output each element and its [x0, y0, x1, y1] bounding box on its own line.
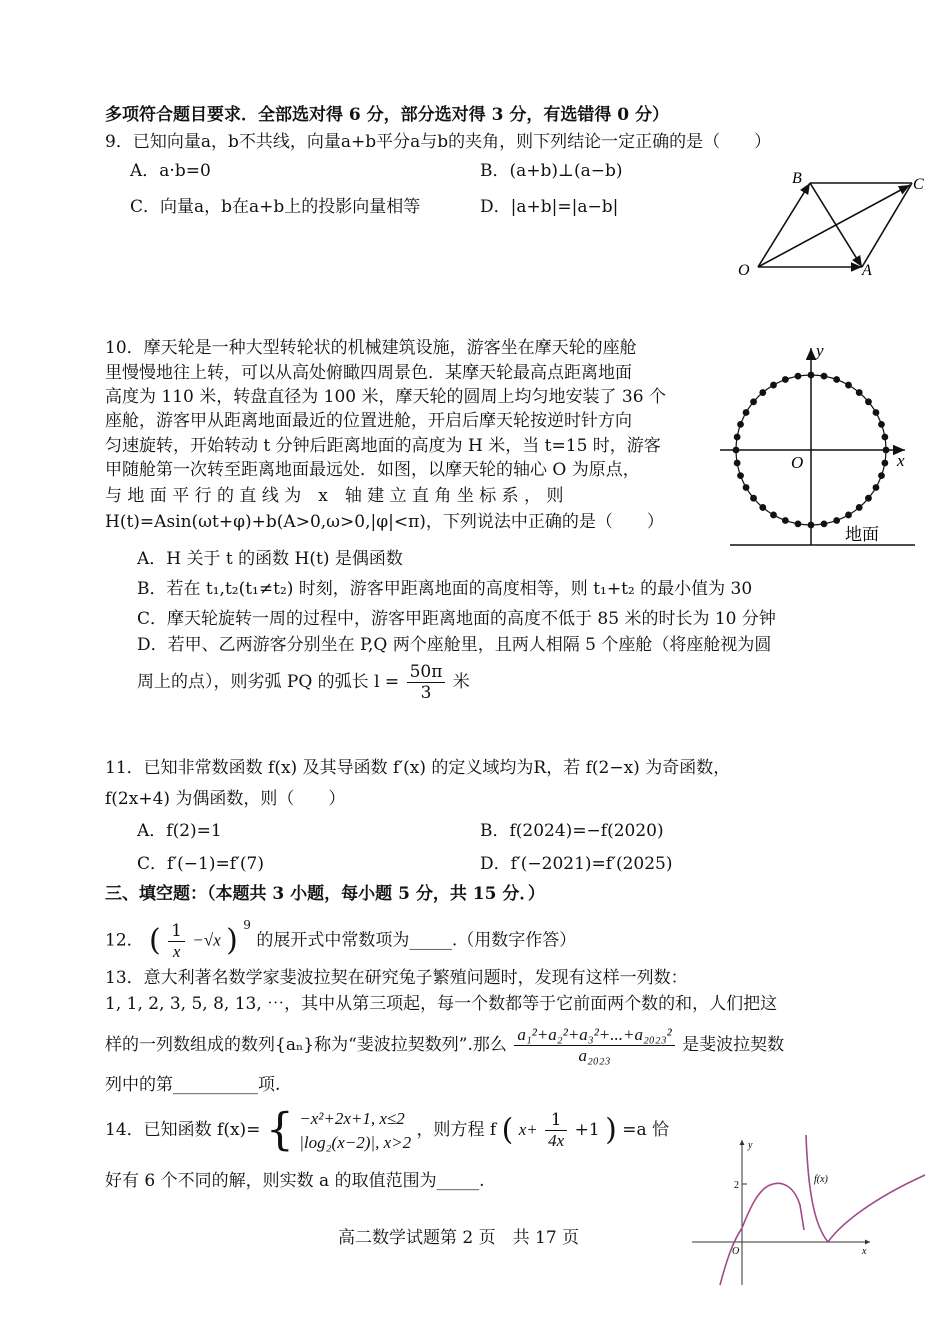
q12-fraction — [168, 921, 185, 962]
cabin-dot — [833, 376, 840, 383]
cabin-dot — [759, 504, 766, 511]
q14-text-pre: 14．已知函数 f(x)= — [105, 1120, 261, 1140]
q14-arg-num: 1 — [545, 1110, 567, 1131]
q11-option-a: A．f(2)=1 — [137, 821, 222, 841]
q13-fraction-den: a₂₀₂₃ — [578, 1046, 611, 1065]
log-branch — [806, 1135, 925, 1242]
q10-unit: 米 — [452, 672, 470, 692]
cabin-dot — [808, 522, 815, 529]
q9-option-a: A．a·b=0 — [130, 161, 211, 181]
cabin-dot — [759, 389, 766, 396]
case-2: |log₂(x−2)|, x>2 — [299, 1132, 412, 1152]
close-paren: ) — [605, 1112, 617, 1148]
q10-option-b: B．若在 t₁,t₂(t₁≠t₂) 时刻，游客甲距离地面的高度相等，则 t₁+t₂ 的最小值为 30 — [137, 579, 753, 599]
q12-exponent: 9 — [243, 918, 251, 932]
cabin-dot — [856, 389, 863, 396]
cabin-dot — [782, 376, 789, 383]
cabin-dot — [878, 421, 885, 428]
q10-option-c: C．摩天轮旋转一周的过程中，游客甲距离地面的高度不低于 85 米的时长为 10 分钟 — [137, 609, 776, 629]
q13-line-3 — [105, 1020, 784, 1070]
cabin-dot — [782, 517, 789, 524]
y-label: y — [816, 341, 824, 360]
q9-parallelogram-figure — [730, 165, 930, 285]
q10-line-6: 甲随舱第一次转至距离地面最远处．如图，以摩天轮的轴心 O 为原点， — [105, 460, 640, 480]
q14-arg-pre: x+ — [518, 1120, 538, 1139]
origin-label: O — [791, 453, 804, 472]
piecewise-brace: { — [265, 1104, 294, 1156]
q14-arg-den: 4x — [548, 1131, 565, 1150]
cabin-dot — [883, 447, 890, 454]
label-a: A — [862, 262, 872, 279]
graph-origin-label: O — [732, 1246, 740, 1257]
cabin-dot — [865, 495, 872, 502]
q12-line — [105, 910, 576, 966]
graph-y-label: y — [748, 1140, 753, 1151]
segment-ac — [862, 183, 912, 267]
q12-sqrt-term: −√x — [192, 930, 221, 950]
fraction-denominator: 3 — [420, 683, 432, 703]
cabin-dot — [845, 512, 852, 519]
q12-number: 12． — [105, 930, 144, 951]
q13-fraction-num: a₁²+a₂²+a₃²+...+a₂₀₂₃² — [514, 1025, 674, 1046]
cabin-dot — [750, 495, 757, 502]
cabin-dot — [795, 373, 802, 380]
q9-option-b: B．(a+b)⊥(a−b) — [480, 161, 623, 181]
q10-line-2: 里慢慢地往上转，可以从高处俯瞰四周景色．某摩天轮最高点距离地面 — [105, 363, 632, 383]
q10-arc-length-fraction — [407, 662, 446, 703]
cabin-dot — [821, 373, 828, 380]
q9-option-d: D．|a+b|=|a−b| — [480, 197, 619, 217]
label-c: C — [913, 176, 924, 193]
graph-x-label: x — [862, 1246, 867, 1257]
q10-option-d-text: 周上的点），则劣弧 PQ 的弧长 l = — [137, 672, 400, 692]
label-o: O — [738, 262, 750, 279]
vector-ba — [810, 183, 862, 267]
q10-line-1: 10．摩天轮是一种大型转轮状的机械建筑设施，游客坐在摩天轮的座舱 — [105, 338, 637, 358]
section-3-heading: 三、填空题：（本题共 3 小题，每小题 5 分，共 15 分．） — [105, 884, 545, 904]
q13-text-b: 是斐波拉契数 — [682, 1035, 785, 1055]
graph-fx-label: f(x) — [814, 1174, 828, 1185]
q14-line-2: 好有 6 个不同的解，则实数 a 的取值范围为_____. — [105, 1171, 485, 1191]
q10-line-8: H(t)=Asin(ωt+φ)+b(A>0,ω>0,|φ|<π)，下列说法中正确的是（ ） — [105, 512, 664, 532]
cabin-dot — [743, 484, 750, 491]
q10-line-5: 匀速旋转，开始转动 t 分钟后距离地面的高度为 H 米，当 t=15 时，游客 — [105, 436, 661, 456]
cabin-dot — [873, 484, 880, 491]
cabin-dot — [734, 460, 741, 467]
q13-line-4: 列中的第__________项. — [105, 1075, 281, 1095]
q14-line-1 — [105, 1102, 669, 1159]
q14-arg-post: +1 — [574, 1120, 600, 1140]
x-label: x — [897, 451, 905, 470]
q10-line-7: 与 地 面 平 行 的 直 线 为 x 轴 建 立 直 角 坐 标 系 ， 则 — [105, 486, 564, 506]
graph-tick-2-label: 2 — [734, 1180, 739, 1191]
q9-option-c: C．向量a，b在a+b上的投影向量相等 — [130, 197, 421, 217]
open-paren: ( — [149, 923, 161, 959]
cabin-dot — [737, 472, 744, 479]
q13-line-2: 1, 1, 2, 3, 5, 8, 13, ⋯，其中从第三项起，每一个数都等于它前面两个数的和，人们把这 — [105, 994, 778, 1014]
cabin-dot — [770, 382, 777, 389]
q9-stem: 9．已知向量a，b不共线，向量a+b平分a与b的夹角，则下列结论一定正确的是（ ） — [105, 132, 772, 152]
cabin-dot — [821, 520, 828, 527]
cabin-dot — [734, 434, 741, 441]
q13-fraction — [514, 1025, 674, 1066]
cabin-dot — [865, 398, 872, 405]
piecewise-cases — [299, 1107, 411, 1155]
cabin-dot — [770, 512, 777, 519]
cabin-dot — [881, 460, 888, 467]
ground-label: 地面 — [845, 525, 879, 545]
label-b: B — [792, 170, 802, 187]
q11-option-d: D．f′(−2021)=f′(2025) — [480, 854, 673, 874]
q12-text: 的展开式中常数项为_____.（用数字作答） — [256, 930, 577, 951]
parabola-branch — [720, 1183, 804, 1285]
case-1: −x²+2x+1, x≤2 — [299, 1108, 405, 1128]
cabin-dot — [737, 421, 744, 428]
q10-line-3: 高度为 110 米，转盘直径为 100 米，摩天轮的圆周上均匀地安装了 36 个 — [105, 387, 666, 407]
vector-ob — [758, 183, 810, 267]
q14-text-mid: ，则方程 f — [416, 1120, 497, 1140]
close-paren: ) — [226, 923, 238, 959]
q10-option-a: A．H 关于 t 的函数 H(t) 是偶函数 — [137, 549, 403, 569]
q14-text-post: =a 恰 — [622, 1120, 670, 1140]
cabin-dot — [833, 517, 840, 524]
q12-fraction-num: 1 — [168, 921, 185, 942]
q10-option-d-line1: D．若甲、乙两游客分别坐在 P,Q 两个座舱里，且两人相隔 5 个座舱（将座舱视为圆 — [137, 635, 772, 655]
q14-function-graph — [690, 1130, 935, 1290]
q11-option-b: B．f(2024)=−f(2020) — [480, 821, 664, 841]
cabin-dot — [743, 409, 750, 416]
q11-option-c: C．f′(−1)=f′(7) — [137, 854, 264, 874]
q10-ferris-wheel-figure — [715, 340, 935, 555]
cabin-dot — [845, 382, 852, 389]
open-paren: ( — [501, 1112, 514, 1148]
q10-option-d-line2 — [137, 660, 470, 704]
q11-line-2: f(2x+4) 为偶函数，则（ ） — [105, 789, 346, 809]
q14-arg-fraction — [545, 1110, 567, 1151]
q10-line-4: 座舱，游客甲从距离地面最近的位置进舱，开启后摩天轮按逆时针方向 — [105, 411, 632, 431]
cabin-dot — [881, 434, 888, 441]
cabin-dot — [795, 520, 802, 527]
q13-line-1: 13．意大利著名数学家斐波拉契在研究兔子繁殖问题时，发现有这样一列数： — [105, 968, 688, 988]
q13-text-a: 样的一列数组成的数列{aₙ}称为“斐波拉契数列”.那么 — [105, 1035, 507, 1055]
cabin-dot — [873, 409, 880, 416]
q12-fraction-den: x — [172, 941, 181, 961]
cabin-dot — [808, 372, 815, 379]
q11-line-1: 11．已知非常数函数 f(x) 及其导函数 f′(x) 的定义域均为R，若 f(2−x) 为奇函数， — [105, 758, 731, 778]
cabin-dot — [733, 447, 740, 454]
cabin-dot — [878, 472, 885, 479]
page-footer: 高二数学试题第 2 页 共 17 页 — [338, 1228, 580, 1248]
cabin-dot — [750, 398, 757, 405]
section-instruction: 多项符合题目要求．全部选对得 6 分，部分选对得 3 分，有选错得 0 分） — [105, 105, 669, 125]
cabin-dot — [856, 504, 863, 511]
fraction-numerator: 50π — [407, 662, 446, 683]
